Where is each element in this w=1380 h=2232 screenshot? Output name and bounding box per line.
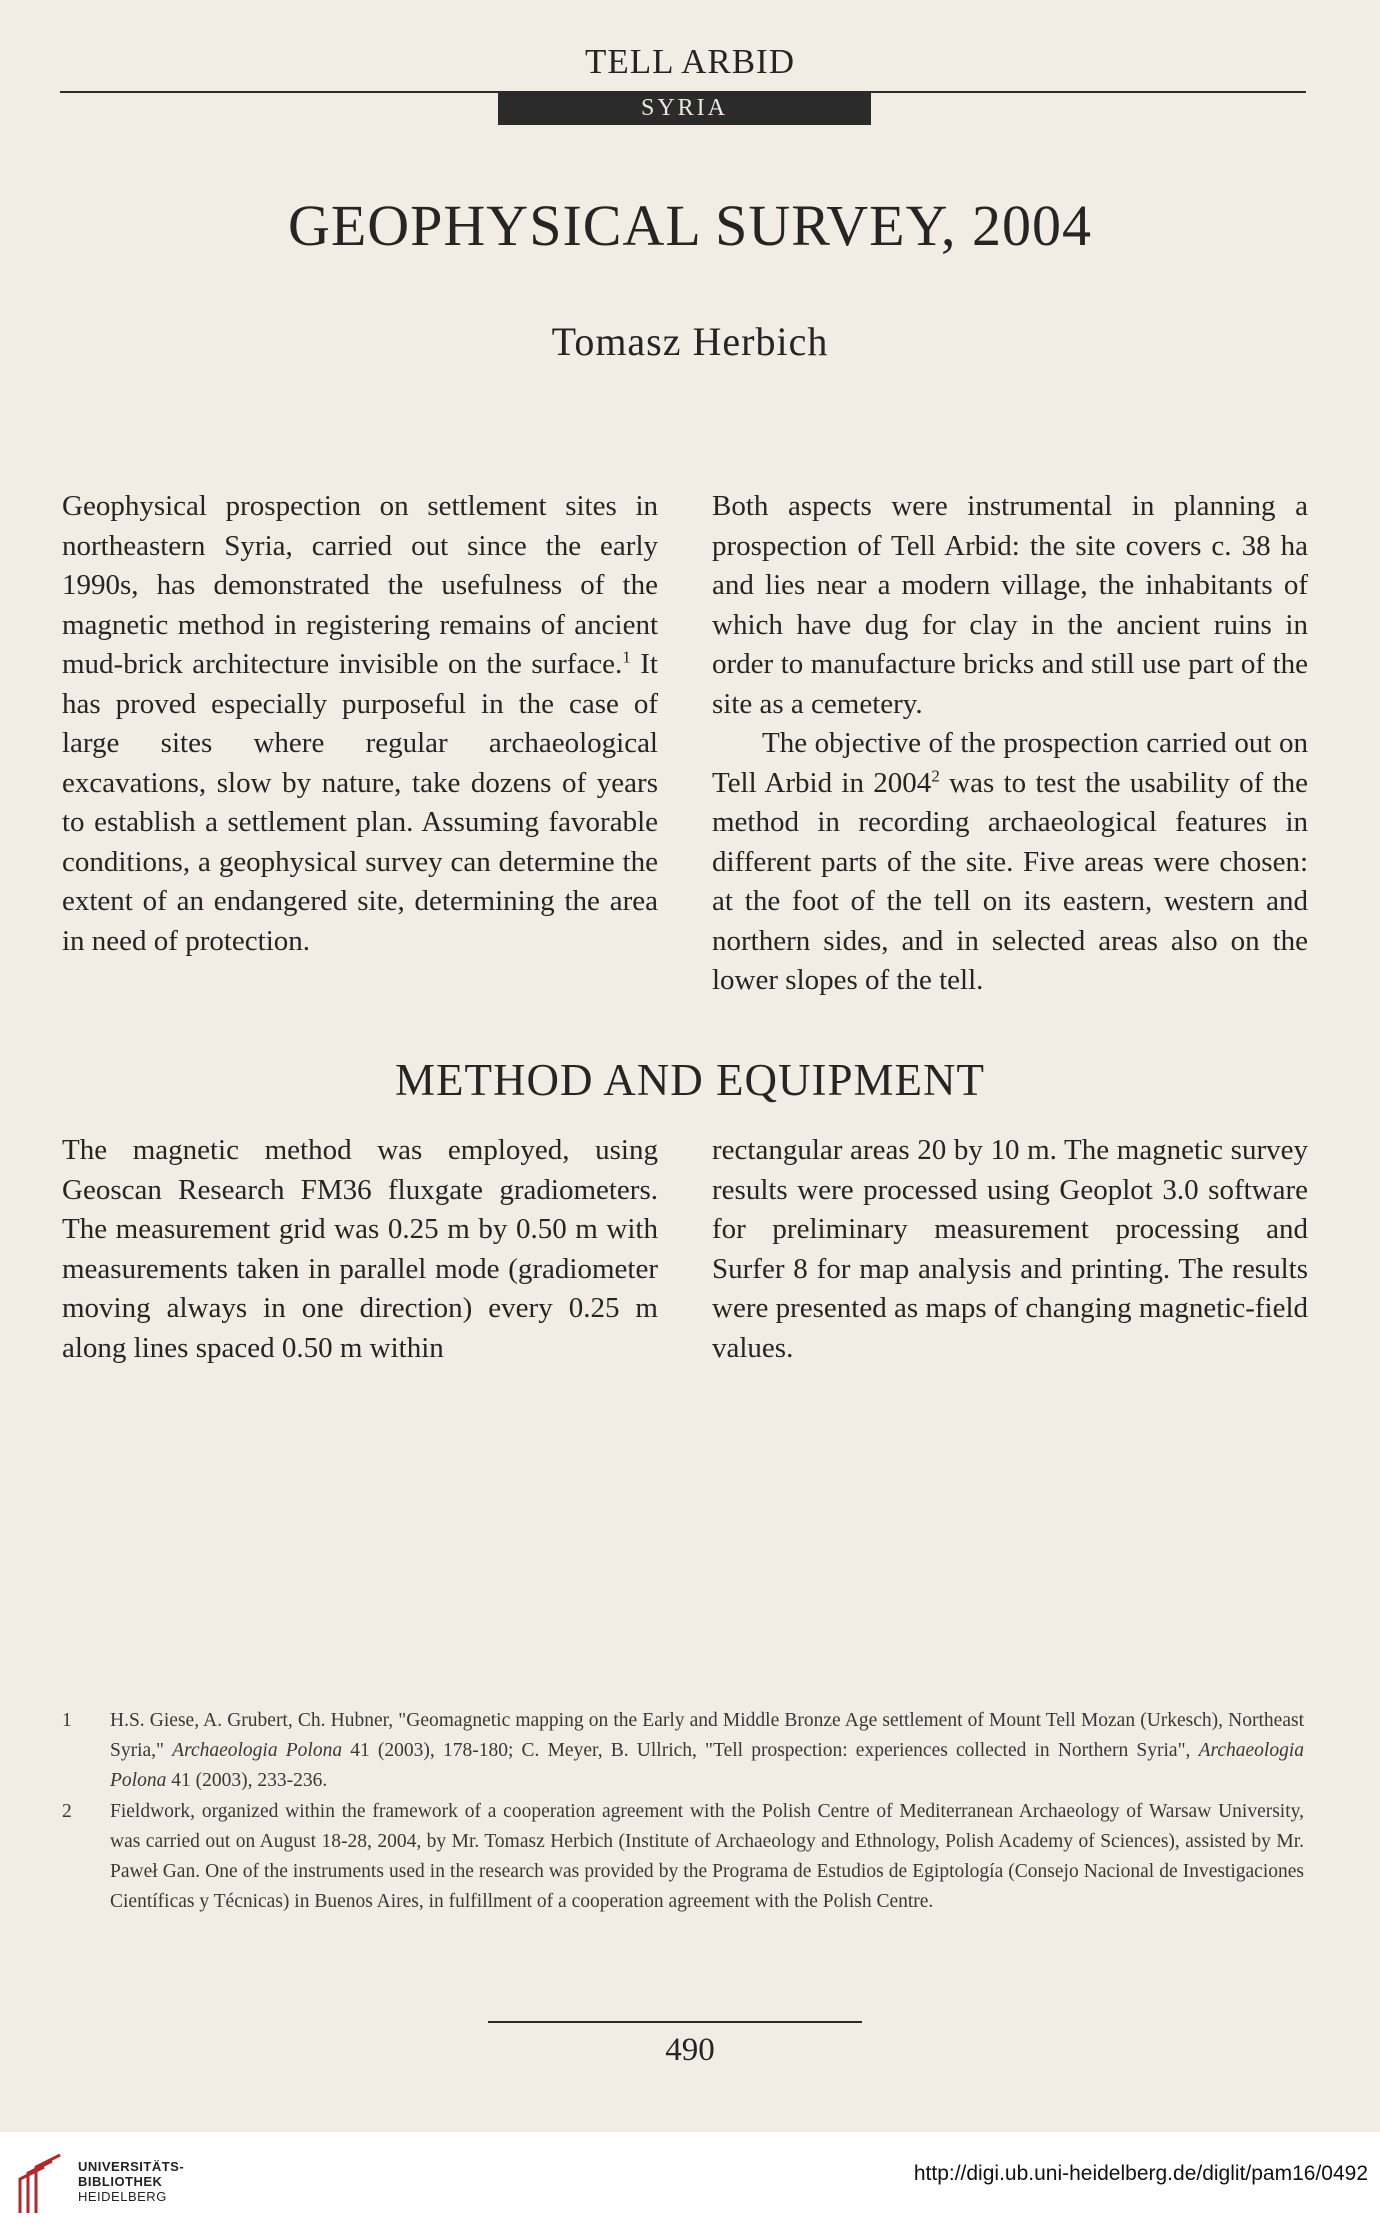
paragraph-text: The objective of the prospection carried out on Tell Arbid in 2004 <box>712 727 1308 799</box>
article-title: GEOPHYSICAL SURVEY, 2004 <box>287 193 1093 258</box>
method-paragraph: rectangular areas 20 by 10 m. The magnetic survey results were processed using Geoplot 3.0 software for preliminary measurement processing and Surfer 8 for map analysis and printing. The results were presented as maps of changing magnetic-field values. <box>712 1134 1308 1364</box>
method-paragraph: The magnetic method was employed, using Geoscan Research FM36 fluxgate gradiometers. The measurement grid was 0.25 m by 0.50 m with measurements taken in parallel mode (gradiometer moving always in one direction) every 0.25 m along lines spaced 0.50 m within <box>62 1134 658 1364</box>
journal-title: Archaeologia Polona <box>110 1740 1304 1791</box>
paragraph-text: was to test the usability of the method in recording archaeological features in different parts of the site. Five areas were chosen: at the foot of the tell on its eastern, western and northern sides, and in selected areas also on the lower slopes of the tell. <box>712 766 1308 996</box>
footnote-2 <box>62 1797 1304 1917</box>
journal-title: Archaeologia Polona <box>172 1740 343 1761</box>
footnote-1 <box>62 1706 1304 1796</box>
library-name-line: BIBLIOTHEK <box>78 2174 163 2189</box>
method-right-column <box>712 1131 1308 1368</box>
article-author: Tomasz Herbich <box>551 319 829 364</box>
library-logo-icon[interactable] <box>14 2143 64 2217</box>
page-number: 490 <box>665 2032 715 2068</box>
source-url-link[interactable]: http://digi.ub.uni-heidelberg.de/diglit/pam16/0492 <box>913 2162 1368 2185</box>
intro-paragraph <box>62 487 658 961</box>
footnote-number: 2 <box>62 1801 72 1822</box>
footnotes <box>62 1706 1304 1918</box>
intro-right-column <box>712 487 1308 1001</box>
library-name-line: UNIVERSITÄTS- <box>78 2159 185 2174</box>
method-left-column <box>62 1131 658 1368</box>
footnote-number: 1 <box>62 1710 72 1731</box>
intro-left-column <box>62 487 658 961</box>
footnote-text: Fieldwork, organized within the framework of a cooperation agreement with the Polish Centre of Mediterranean Archaeology of Warsaw University, was carried out on August 18-28, 2004, by Mr. Tomasz Herbich (Institute of Archaeology and Ethnology, Polish Academy of Sciences), assisted by Mr. Paweł Gan. One of the instruments used in the research was provided by the Programa de Estudios de Egiptología (Consejo Nacional de Investigaciones Científicas y Técnicas) in Buenos Aires, in fulfillment of a cooperation agreement with the Polish Centre. <box>110 1801 1304 1912</box>
library-name[interactable] <box>78 2159 184 2204</box>
footnote-ref-2[interactable]: 2 <box>931 765 940 785</box>
section-band: SYRIA <box>498 91 871 125</box>
footnote-text: 41 (2003), 233-236. <box>166 1770 328 1791</box>
intro-paragraph <box>712 724 1308 1001</box>
footnote-text: 41 (2003), 178-180; C. Meyer, B. Ullrich, "Tell prospection: experiences collected in Northern Syria", <box>342 1740 1199 1761</box>
intro-paragraph: Both aspects were instrumental in planning a prospection of Tell Arbid: the site covers c. 38 ha and lies near a modern village, the inhabitants of which have dug for clay in the ancient ruins in order to manufacture bricks and still use part of the site as a cemetery. <box>712 490 1308 720</box>
page-number-rule <box>488 2021 862 2023</box>
running-header-title: TELL ARBID <box>585 42 795 81</box>
footnote-text: H.S. Giese, A. Grubert, Ch. Hubner, "Geomagnetic mapping on the Early and Middle Bronze Age settlement of Mount Tell Mozan (Urkesch), Northeast Syria," <box>110 1710 1304 1761</box>
section-heading: METHOD AND EQUIPMENT <box>395 1055 985 1105</box>
library-name-line: HEIDELBERG <box>78 2189 167 2204</box>
paragraph-text: Geophysical prospection on settlement sites in northeastern Syria, carried out since the early 1990s, has demonstrated the usefulness of the magnetic method in registering remains of ancient mud-brick architecture invisible on the surface. <box>62 490 658 680</box>
paragraph-text: It has proved especially purposeful in the case of large sites where regular archaeological excavations, slow by nature, take dozens of years to establish a settlement plan. Assuming favorable conditions, a geophysical survey can determine the extent of an endangered site, determining the area in need of protection. <box>62 648 658 957</box>
footnote-ref-1[interactable]: 1 <box>622 647 631 667</box>
